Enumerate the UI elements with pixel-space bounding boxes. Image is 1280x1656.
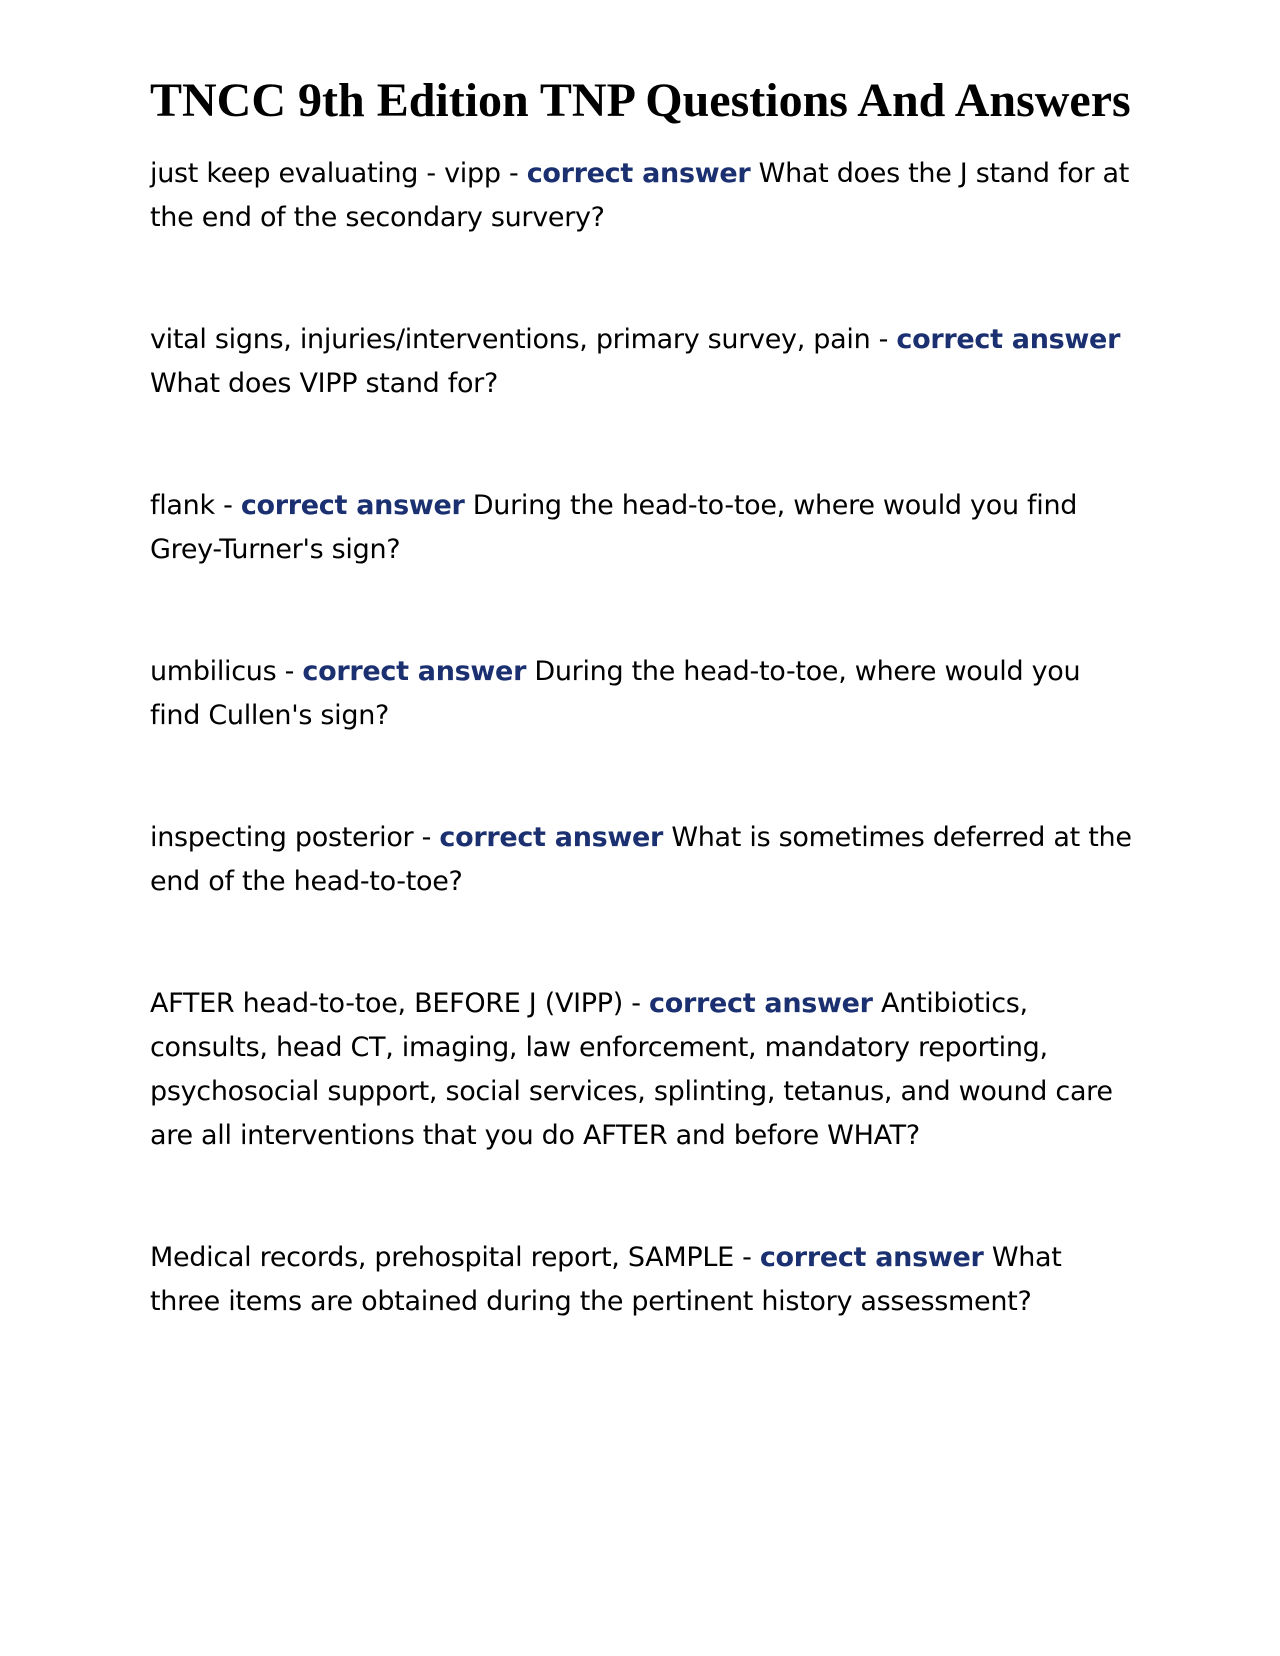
correct-answer-label: correct answer <box>649 988 873 1019</box>
qa-question: Antibiotics, consults, head CT, imaging, law enforcement, mandatory reporting, psychosocial support, social services, splinting, tetanus, and wound care are all interventions that you do AFTER and before WHAT? <box>150 988 1113 1151</box>
qa-question: What three items are obtained during the pertinent history assessment? <box>150 1242 1062 1317</box>
qa-item <box>150 982 1132 1158</box>
correct-answer-label: correct answer <box>759 1242 984 1273</box>
qa-answer: flank - <box>150 490 241 521</box>
qa-question: What is sometimes deferred at the end of the head-to-toe? <box>150 822 1132 897</box>
qa-question: What does the J stand for at the end of the secondary survery? <box>150 158 1130 233</box>
qa-item <box>150 318 1132 406</box>
qa-answer: Medical records, prehospital report, SAMPLE - <box>150 1242 760 1273</box>
qa-question: During the head-to-toe, where would you find Grey-Turner's sign? <box>150 490 1078 565</box>
qa-answer: inspecting posterior - <box>150 822 440 853</box>
correct-answer-label: correct answer <box>896 324 1121 355</box>
document-page <box>150 72 1132 1402</box>
qa-answer: just keep evaluating - vipp - <box>150 158 527 189</box>
qa-list <box>150 152 1132 1324</box>
qa-item <box>150 816 1132 904</box>
qa-answer: vital signs, injuries/interventions, primary survey, pain - <box>150 324 897 355</box>
qa-answer: umbilicus - <box>150 656 303 687</box>
correct-answer-label: correct answer <box>439 822 664 853</box>
qa-answer: AFTER head-to-toe, BEFORE J (VIPP) - <box>150 988 649 1019</box>
page-title: TNCC 9th Edition TNP Questions And Answers <box>150 74 1131 127</box>
correct-answer-label: correct answer <box>302 656 527 687</box>
qa-item <box>150 1236 1132 1324</box>
qa-item <box>150 650 1132 738</box>
qa-question: What does VIPP stand for? <box>150 368 499 399</box>
qa-item <box>150 152 1132 240</box>
qa-question: During the head-to-toe, where would you find Cullen's sign? <box>150 656 1081 731</box>
correct-answer-label: correct answer <box>240 490 465 521</box>
qa-item <box>150 484 1132 572</box>
correct-answer-label: correct answer <box>526 158 751 189</box>
